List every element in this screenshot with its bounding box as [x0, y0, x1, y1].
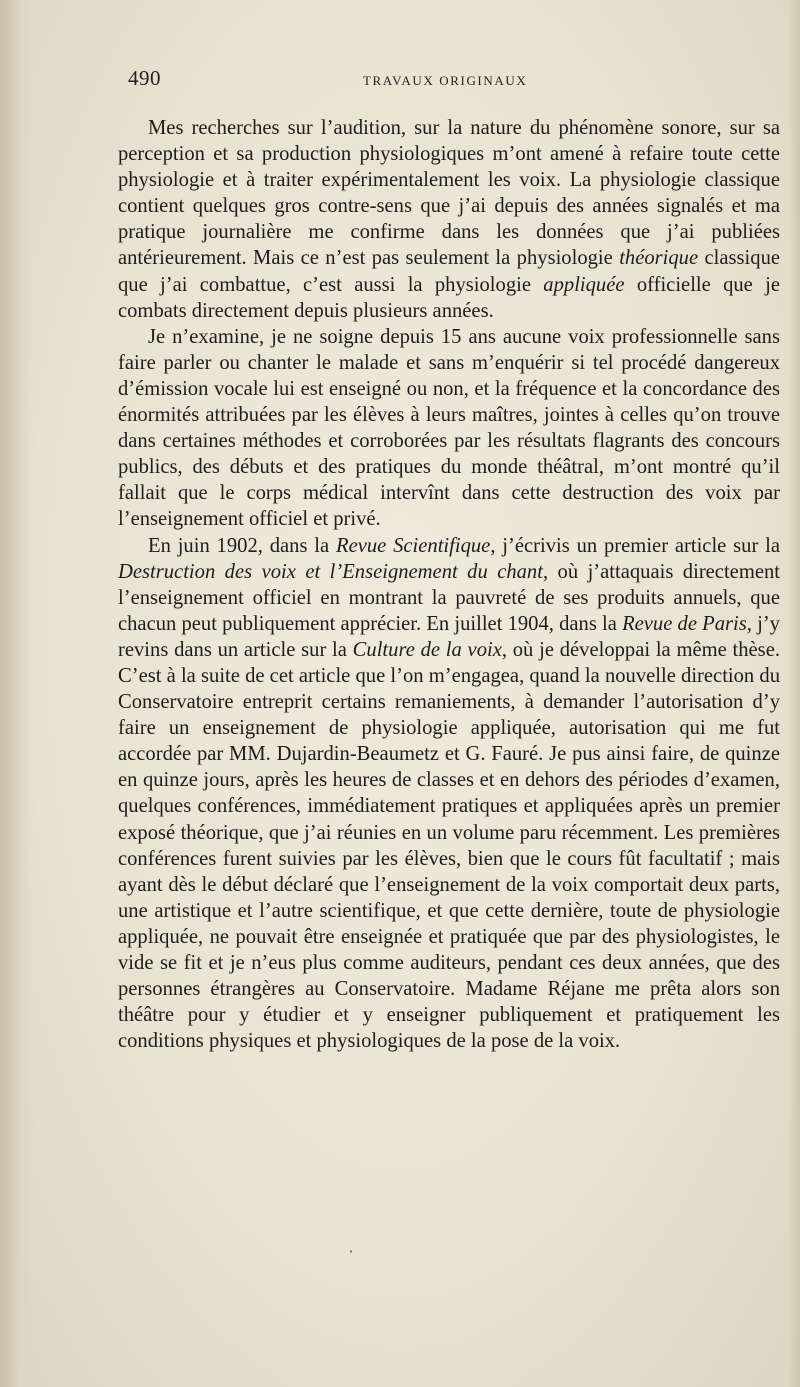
paragraph-3-text-2: , j’écrivis un premier article sur la	[490, 534, 780, 557]
italic-revue-de-paris: Revue de Paris	[622, 612, 747, 635]
page-edge-shadow	[788, 0, 800, 1387]
paragraph-3-text-5: , où je développai la même thèse. C’est à la suite de cet article que l’on m’engagea, quand la nouvelle direction du Conservatoire entreprit certains remaniements, à demander l’autorisation d’y faire un enseignement de physiologie appliquée, autorisation qui me fut accordée par MM. Dujardin-Beaumetz et G. Fauré. Je pus ainsi faire, de quinze en quinze jours, après les heures de classes et en dehors des périodes d’examen, quelques conférences, immédiatement pratiques et appliquées après un premier exposé théorique, que j’ai réunies en un volume paru récemment. Les premières conférences furent suivies par les élèves, bien que le cours fût facultatif ; mais ayant dès le début déclaré que l’enseignement de la voix comportait deux parts, une artistique et l’autre scientifique, et que cette dernière, toute de physiologie appliquée, ne pouvait être enseignée et pratiquée que par des physiologistes, le vide se fit et je n’eus plus comme auditeurs, pendant ces deux années, que des personnes étrangères au Conservatoire. Madame Réjane me prêta alors son théâtre pour y étudier et y enseigner publiquement et pratiquement les conditions physiques et physiologiques de la pose de la voix.	[118, 638, 780, 1053]
paragraph-1-text: Mes recherches sur l’audition, sur la nature du phénomène sonore, sur sa perception et sa production physiologiques m’ont amené à refaire toute cette physiologie et à traiter expérimentalement les voix. La physiologie classique contient quelques gros contre-sens que j’ai depuis des années signalés et ma pratique journalière me confirme dans les données que j’ai publiées antérieurement. Mais ce n’est pas seulement la physiologie	[118, 117, 780, 270]
paragraph-3-text: En juin 1902, dans la	[148, 534, 336, 557]
italic-theorique: théorique	[619, 247, 699, 270]
paper-speck	[350, 1250, 352, 1253]
paragraph-1	[118, 115, 780, 324]
paragraph-3-text-4: , j’y revins dans un article sur la	[118, 612, 780, 661]
body-text	[118, 115, 780, 1054]
paragraph-3	[118, 533, 780, 1055]
paragraph-2-text: Je n’examine, je ne soigne depuis 15 ans aucune voix professionnelle sans faire parler ou chanter le malade et sans m’enquérir si tel procédé dangereux d’émission vocale lui est enseigné ou non, et la fréquence et la concordance des énormités attribuées par les élèves à leurs maîtres, jointes à celles qu’on trouve dans certaines méthodes et corroborées par les résultats flagrants des concours publics, des débuts et des pratiques du monde théâtral, m’ont montré qu’il fallait que le corps médical intervînt dans cette destruction des voix par l’enseignement officiel et privé.	[118, 325, 780, 531]
italic-revue-scientifique: Revue Scientifique	[335, 534, 491, 557]
paragraph-1-text-2: classique que j’ai combattue, c’est aussi la physiologie	[118, 247, 781, 296]
paragraph-1-text-3: officielle que je combats directement depuis plusieurs années.	[118, 273, 780, 322]
italic-appliquee: appliquée	[543, 273, 625, 296]
italic-destruction-des-voix: Destruction des voix et l’Enseignement du chant	[118, 560, 543, 583]
paragraph-3-text-3: , où j’attaquais directement l’enseignement officiel en montrant la pauvreté de ses produits annuels, que chacun peut publiquement apprécier. En juillet 1904, dans la	[118, 560, 780, 635]
page-number: 490	[128, 66, 161, 90]
paragraph-2	[118, 324, 780, 533]
page-header	[128, 66, 780, 96]
running-head: TRAVAUX ORIGINAUX	[363, 73, 528, 88]
italic-culture-de-la-voix: Culture de la voix	[352, 638, 502, 661]
page-gutter-shadow	[0, 0, 34, 1387]
